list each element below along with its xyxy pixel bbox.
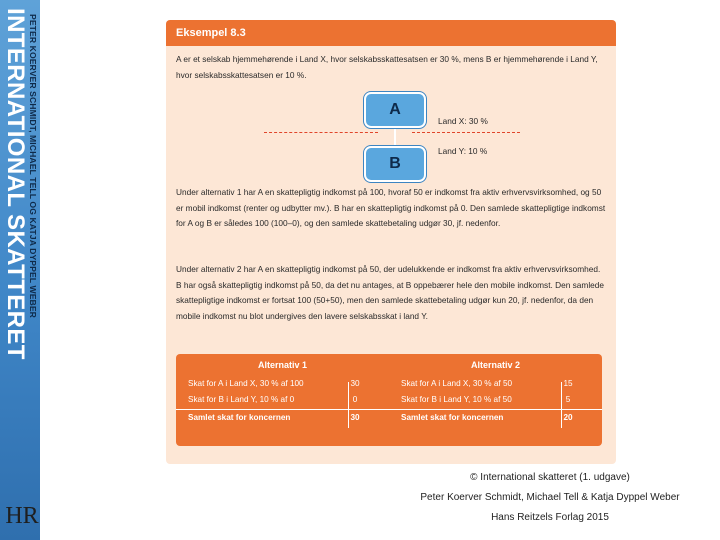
tax-comparison-table: [176, 354, 602, 446]
row-value: 15: [563, 379, 573, 388]
row-label: Skat for A i Land X, 30 % af 100: [188, 379, 304, 388]
row-label: Samlet skat for koncernen: [401, 413, 504, 422]
country-y-label: Land Y: 10 %: [438, 146, 488, 156]
table-row: [389, 392, 602, 408]
column-divider: [348, 382, 349, 428]
spine-title: INTERNATIONAL SKATTERET: [2, 8, 29, 360]
caption-line-1: © International skatteret (1. udgave): [470, 472, 630, 483]
row-label: Skat for B i Land Y, 10 % af 50: [401, 394, 512, 404]
alternative-1-text: Under alternativ 1 har A en skattepligtig indkomst på 100, hvoraf 50 er indkomst fra aktiv erhvervsvirksomhed, og 50 er mobil indkomst (renter og udbytter mv.). B har en skattepligtig indkomst på 0. Den samlede skattepligtige indkomst for A og B er således 100 (100–0), og den samlede skattebetaling udgør 30, jf. nedenfor.: [176, 187, 606, 228]
table-row: [389, 376, 602, 392]
alternative-1-title: Alternativ 1: [257, 360, 308, 370]
caption-line-2: Peter Koerver Schmidt, Michael Tell & Katja Dyppel Weber: [420, 492, 680, 503]
publisher-logo: HR: [5, 503, 39, 529]
alternative-2-table: [389, 354, 602, 426]
row-value: 30: [350, 379, 360, 388]
alternative-2-text: Under alternativ 2 har A en skattepligtig indkomst på 50, der udelukkende er indkomst fra aktiv erhvervsvirksomhed. B har også skattepligtig indkomst på 50, da det nu antages, at B oppebærer hele den mobile indkomst. Den samlede skattepligtige indkomst er fortsat 100 (50+50), men den samlede skattebetaling udgør kun 20, jf. nedenfor, da den mobile indkomst nu blot undergives den lavere selskabsskat i land Y.: [176, 264, 605, 321]
row-label: Skat for B i Land Y, 10 % af 0: [188, 394, 295, 404]
spine-authors: PETER KOERVER SCHMIDT, MICHAEL TELL OG KATJA DYPPEL WEBER: [28, 14, 38, 318]
row-label: Skat for A i Land X, 30 % af 50: [401, 379, 513, 388]
book-spine: [0, 0, 40, 540]
example-card: [166, 20, 616, 464]
border-line-right: [412, 132, 520, 133]
entity-a-box: A: [364, 92, 426, 128]
row-label: Samlet skat for koncernen: [188, 413, 291, 422]
table-row: [176, 392, 389, 408]
row-value: 0: [352, 394, 358, 404]
country-x-label: Land X: 30 %: [438, 116, 488, 126]
intro-text: A er et selskab hjemmehørende i Land X, hvor selskabsskattesatsen er 30 %, mens B er hjemmehørende i Land Y, hvor selskabsskattesatsen er 10 %.: [176, 54, 598, 80]
table-row-total: [389, 409, 602, 426]
table-row: [176, 376, 389, 392]
column-divider: [561, 382, 562, 428]
row-value: 5: [565, 394, 571, 404]
row-value: 20: [563, 413, 573, 422]
table-row-total: [176, 409, 389, 426]
border-line-left: [264, 132, 378, 133]
entity-b-box: B: [364, 146, 426, 182]
copyright-caption: [400, 468, 700, 528]
example-header: Eksempel 8.3: [166, 20, 616, 46]
alternative-1-table: [176, 354, 389, 426]
row-value: 30: [350, 413, 360, 422]
caption-line-3: Hans Reitzels Forlag 2015: [491, 512, 609, 523]
alternative-2-title: Alternativ 2: [470, 360, 521, 370]
